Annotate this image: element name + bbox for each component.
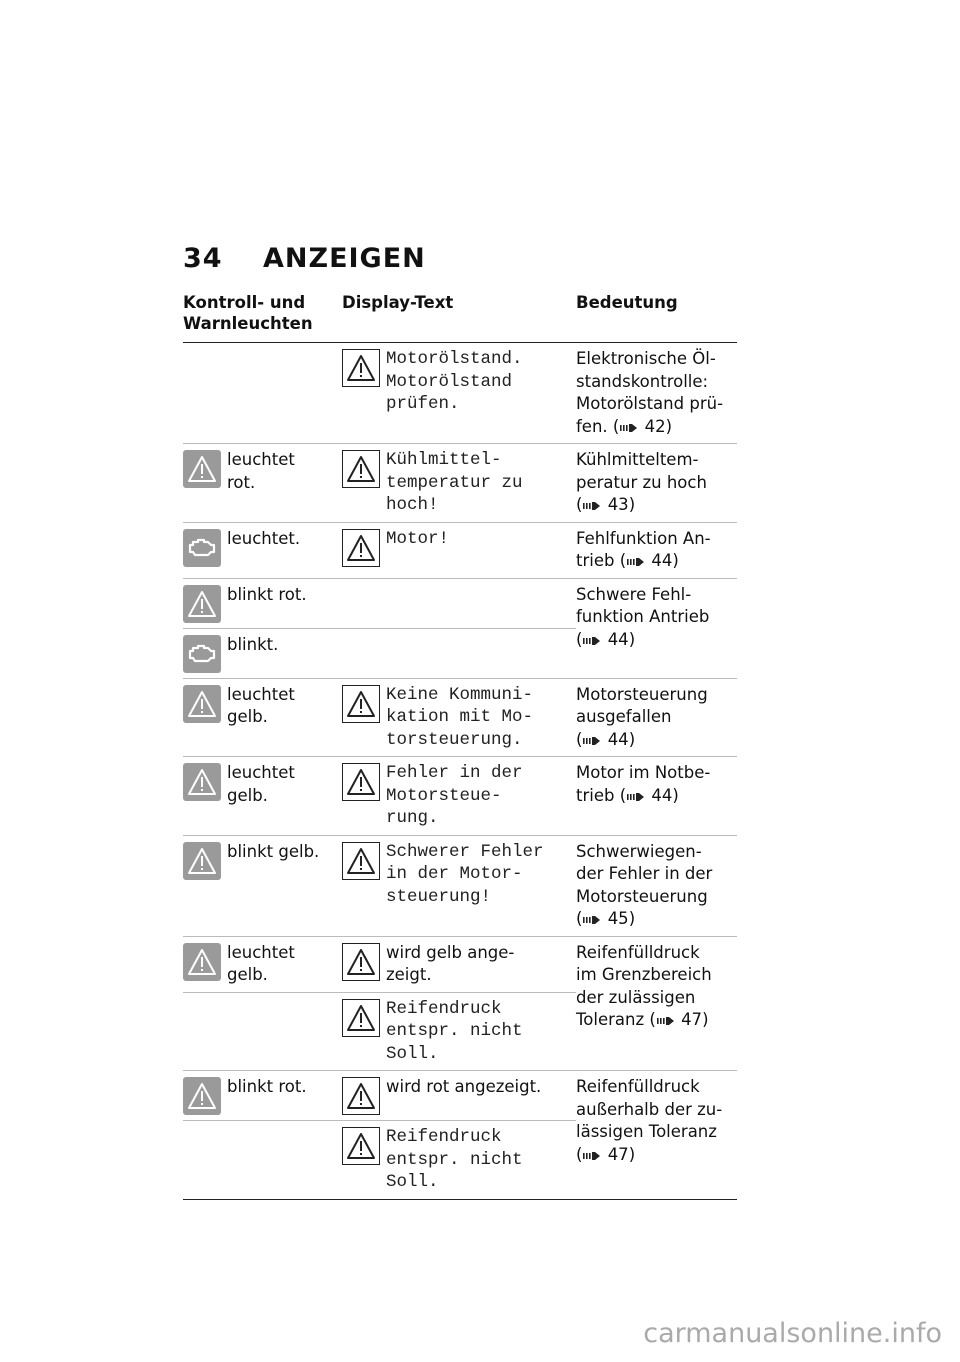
header-warning-lights: Kontroll- und Warnleuchten xyxy=(183,293,313,333)
table-row xyxy=(183,444,737,523)
warning-light-cell xyxy=(183,936,342,992)
warning-light-cell xyxy=(183,1121,342,1200)
display-text: Reifendruck entspr. nicht Soll. xyxy=(386,998,523,1064)
header-display-text: Display-Text xyxy=(342,293,454,312)
page-reference[interactable]: ( 47) xyxy=(576,1144,636,1164)
reference-page-number[interactable]: 44 xyxy=(651,551,673,570)
meaning-cell xyxy=(576,578,737,678)
meaning-text: Schwere Fehl- funktion Antrieb xyxy=(576,584,710,626)
warning-light xyxy=(183,1076,342,1115)
warning-light-state: leuchtet gelb. xyxy=(227,942,295,984)
reference-arrow-icon xyxy=(582,635,602,647)
page-reference[interactable]: ( 44) xyxy=(576,629,636,649)
display-text-cell xyxy=(342,678,576,757)
warning-triangle-icon xyxy=(183,450,221,488)
warning-triangle-icon xyxy=(342,943,380,981)
display-text-cell xyxy=(342,628,576,678)
display-message xyxy=(342,1076,576,1115)
warning-light-cell xyxy=(183,757,342,836)
warning-triangle-icon xyxy=(183,763,221,801)
warning-light xyxy=(183,942,342,987)
reference-arrow-icon xyxy=(582,914,602,926)
warning-light xyxy=(183,634,342,673)
warning-triangle-icon xyxy=(342,763,380,801)
display-text-cell xyxy=(342,444,576,523)
display-text-cell xyxy=(342,835,576,936)
warning-triangle-icon xyxy=(183,585,221,623)
warning-light-state: leuchtet gelb. xyxy=(227,763,295,805)
meaning-cell xyxy=(576,678,737,757)
page-reference[interactable]: ( 47) xyxy=(644,1010,709,1029)
display-text-cell xyxy=(342,522,576,578)
reference-page-number[interactable]: 44 xyxy=(607,629,629,649)
warning-light xyxy=(183,841,342,880)
table-row xyxy=(183,678,737,757)
table-row xyxy=(183,578,737,628)
reference-page-number[interactable]: 42 xyxy=(644,416,666,436)
meaning-text: Motor im Notbe- trieb xyxy=(576,763,711,805)
page-reference[interactable]: ( 44) xyxy=(614,551,679,570)
warning-light xyxy=(183,449,342,494)
page-number: 34 xyxy=(183,243,223,274)
watermark: carmanualsonline.info xyxy=(643,1318,942,1349)
reference-arrow-icon xyxy=(626,791,646,803)
display-text-cell xyxy=(342,992,576,1071)
meaning-cell xyxy=(576,522,737,578)
meaning-text: Schwerwiegen- der Fehler in der Motorsteuerung xyxy=(576,841,713,906)
warning-triangle-icon xyxy=(342,529,380,567)
warning-light-cell xyxy=(183,444,342,523)
display-message xyxy=(342,998,576,1066)
warning-light xyxy=(183,584,342,623)
display-text: Keine Kommuni- kation mit Mo- torsteuerung. xyxy=(386,684,534,750)
table-row xyxy=(183,522,737,578)
display-text: Schwerer Fehler in der Motor- steuerung! xyxy=(386,841,544,907)
reference-page-number[interactable]: 47 xyxy=(681,1010,703,1029)
reference-arrow-icon xyxy=(582,500,602,512)
display-text: Motor! xyxy=(386,528,450,549)
display-message xyxy=(342,841,576,909)
page-reference[interactable]: ( 43) xyxy=(576,495,636,514)
warning-triangle-icon xyxy=(342,685,380,723)
display-message xyxy=(342,684,576,752)
warning-light-cell xyxy=(183,1071,342,1121)
reference-arrow-icon xyxy=(626,556,646,568)
display-text-cell xyxy=(342,1071,576,1121)
warning-light-state: blinkt gelb. xyxy=(227,841,320,861)
page-title xyxy=(183,243,426,274)
warning-light-state: blinkt rot. xyxy=(227,584,307,604)
warning-light xyxy=(183,684,342,729)
display-text-cell xyxy=(342,936,576,992)
display-text: Motorölstand. Motorölstand prüfen. xyxy=(386,349,523,414)
display-message xyxy=(342,762,576,830)
display-text: Reifendruck entspr. nicht Soll. xyxy=(386,1127,523,1192)
meaning-text: Elektronische Öl- standskontrolle: Motorölstand prü- fen. xyxy=(576,349,724,436)
meaning-cell xyxy=(576,444,737,523)
warning-light-state: leuchtet gelb. xyxy=(227,684,295,726)
warning-triangle-icon xyxy=(342,1127,380,1165)
display-text-cell xyxy=(342,1121,576,1200)
display-message xyxy=(342,942,576,987)
warning-light-cell xyxy=(183,343,342,444)
warning-triangle-icon xyxy=(342,349,380,387)
warning-light-cell xyxy=(183,628,342,678)
reference-page-number[interactable]: 43 xyxy=(607,495,629,514)
meaning-cell xyxy=(576,343,737,444)
warning-light-cell xyxy=(183,678,342,757)
warning-light-cell xyxy=(183,992,342,1071)
display-text: wird rot angezeigt. xyxy=(386,1077,542,1096)
meaning-cell xyxy=(576,1071,737,1200)
warning-triangle-icon xyxy=(342,450,380,488)
warning-triangle-icon xyxy=(342,1077,380,1115)
table-row xyxy=(183,757,737,836)
meaning-cell xyxy=(576,757,737,836)
meaning-text: Motorsteuerung ausgefallen xyxy=(576,684,708,726)
meaning-cell xyxy=(576,835,737,936)
warning-triangle-icon xyxy=(342,842,380,880)
reference-arrow-icon xyxy=(582,1150,602,1162)
warning-triangle-icon xyxy=(183,685,221,723)
display-message xyxy=(342,348,576,416)
display-text: Kühlmittel- temperatur zu hoch! xyxy=(386,450,523,515)
warning-light-cell xyxy=(183,835,342,936)
engine-icon xyxy=(183,635,221,673)
header-meaning: Bedeutung xyxy=(576,293,678,312)
table-header-row xyxy=(183,292,737,343)
table-row xyxy=(183,835,737,936)
indicator-table xyxy=(183,292,737,1200)
display-text: Fehler in der Motorsteue- rung. xyxy=(386,763,523,828)
display-message xyxy=(342,1126,576,1194)
warning-triangle-icon xyxy=(183,1077,221,1115)
table-row xyxy=(183,936,737,992)
reference-arrow-icon xyxy=(582,735,602,747)
warning-triangle-icon xyxy=(342,999,380,1037)
display-text: wird gelb ange- zeigt. xyxy=(386,942,515,984)
display-message xyxy=(342,449,576,517)
display-message xyxy=(342,528,576,567)
display-text-cell xyxy=(342,343,576,444)
meaning-text: Reifenfülldruck im Grenzbereich der zulässigen Toleranz xyxy=(576,942,712,1029)
page-reference[interactable]: ( 44) xyxy=(576,729,636,749)
display-text-cell xyxy=(342,757,576,836)
page-reference[interactable]: ( 42) xyxy=(607,416,673,436)
reference-page-number[interactable]: 47 xyxy=(607,1144,629,1164)
warning-light-state: blinkt. xyxy=(227,634,279,654)
warning-light-cell xyxy=(183,522,342,578)
display-text-cell xyxy=(342,578,576,628)
warning-light xyxy=(183,528,342,567)
page-reference[interactable]: ( 45) xyxy=(576,909,636,928)
table-row xyxy=(183,343,737,444)
meaning-cell xyxy=(576,936,737,1071)
warning-light-state: leuchtet. xyxy=(227,528,301,548)
warning-light xyxy=(183,762,342,807)
warning-light-cell xyxy=(183,578,342,628)
engine-icon xyxy=(183,529,221,567)
warning-light-state: blinkt rot. xyxy=(227,1077,307,1096)
warning-triangle-icon xyxy=(183,842,221,880)
page-reference[interactable]: ( 44) xyxy=(614,785,679,805)
meaning-text: Kühlmitteltem- peratur zu hoch xyxy=(576,450,707,492)
reference-arrow-icon xyxy=(619,422,639,434)
reference-page-number[interactable]: 44 xyxy=(607,729,629,749)
table-row xyxy=(183,1071,737,1121)
warning-light-state: leuchtet rot. xyxy=(227,450,295,492)
section-title: ANZEIGEN xyxy=(263,243,426,274)
reference-page-number[interactable]: 44 xyxy=(651,785,673,805)
meaning-text: Reifenfülldruck außerhalb der zu- lässigen Toleranz xyxy=(576,1077,723,1141)
meaning-text: Fehlfunktion An- trieb xyxy=(576,528,711,570)
warning-triangle-icon xyxy=(183,943,221,981)
reference-page-number[interactable]: 45 xyxy=(607,909,629,928)
reference-arrow-icon xyxy=(656,1015,676,1027)
